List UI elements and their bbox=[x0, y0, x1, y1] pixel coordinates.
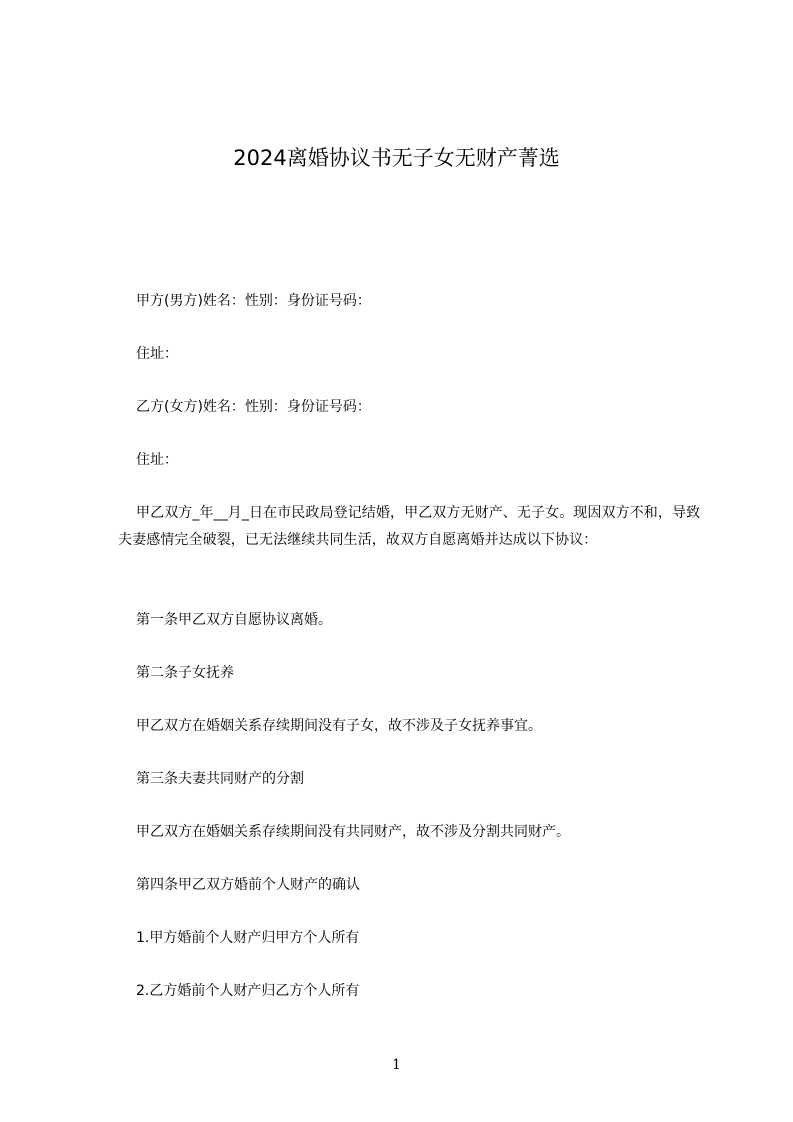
article-1: 第一条甲乙双方自愿协议离婚。 bbox=[136, 612, 332, 628]
article-4-item-1: 1.甲方婚前个人财产归甲方个人所有 bbox=[136, 930, 360, 946]
document-title: 2024离婚协议书无子女无财产菁选 bbox=[233, 146, 560, 170]
article-4-item-2: 2.乙方婚前个人财产归乙方个人所有 bbox=[136, 983, 360, 999]
party-b-info: 乙方(女方)姓名：性别：身份证号码： bbox=[136, 399, 371, 415]
party-b-address: 住址： bbox=[136, 452, 178, 468]
article-2-body: 甲乙双方在婚姻关系存续期间没有子女，故不涉及子女抚养事宜。 bbox=[136, 718, 542, 734]
article-3-body: 甲乙双方在婚姻关系存续期间没有共同财产，故不涉及分割共同财产。 bbox=[136, 824, 570, 840]
marriage-statement: 甲乙双方_年__月_日在市民政局登记结婚，甲乙双方无财产、无子女。现因双方不和，导致夫妻感情完全破裂，已无法继续共同生活，故双方自愿离婚并达成以下协议： bbox=[118, 505, 701, 548]
article-2-heading: 第二条子女抚养 bbox=[136, 665, 234, 681]
article-3-heading: 第三条夫妻共同财产的分割 bbox=[136, 771, 304, 787]
page-number: 1 bbox=[392, 1057, 401, 1073]
article-4-heading: 第四条甲乙双方婚前个人财产的确认 bbox=[136, 877, 360, 893]
party-a-info: 甲方(男方)姓名：性别：身份证号码： bbox=[136, 293, 371, 309]
party-a-address: 住址： bbox=[136, 346, 178, 362]
